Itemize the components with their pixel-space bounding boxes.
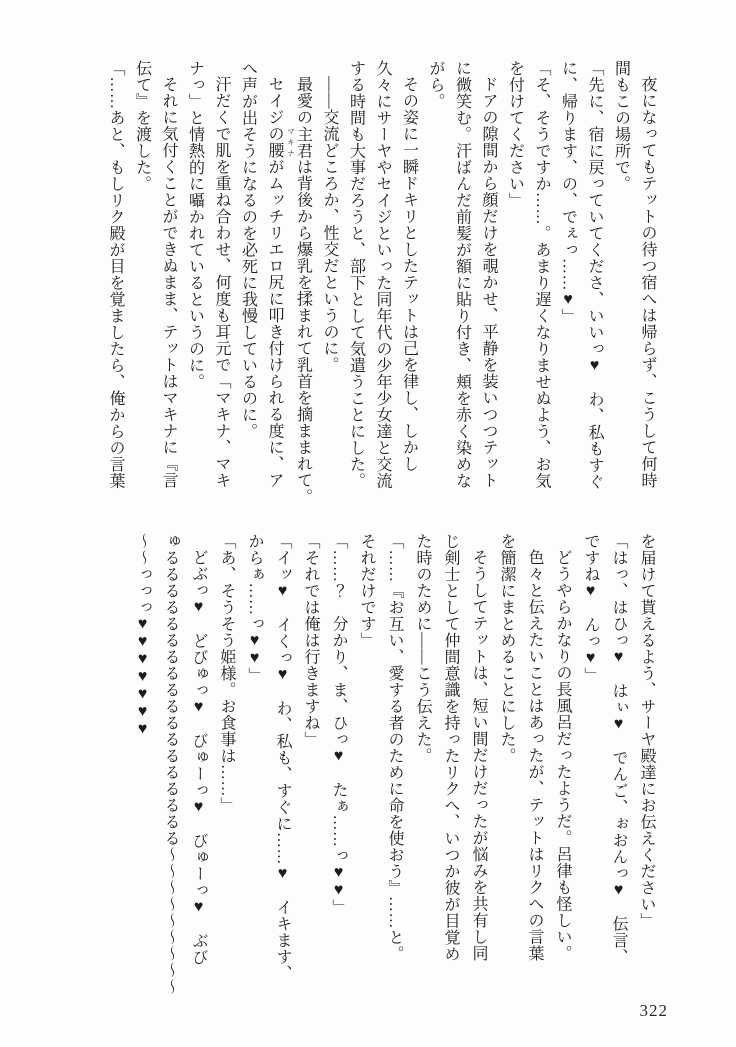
text-line: どぶっ♥ どびゅっ♥ びゅーっ♥ びゅーっ♥ ぶび: [190, 549, 207, 966]
text-line: 「先に、宿に戻っていてくださ、いいっ♥ わ、私もすぐ: [586, 60, 603, 490]
text-line: 間もこの場所で。: [612, 60, 630, 192]
text-line: 最愛の主君マキナは背後から爆乳を揉まれて乳首を摘ままれて。: [286, 76, 312, 505]
text-line: それだけです」: [358, 533, 375, 649]
text-line: がら。: [427, 60, 444, 110]
text-line: ナっ」と情熱的に囁かれているというのに。: [186, 60, 204, 390]
text-line: 「イッ♥ イくっ♥ わ、私も、すぐに……♥ イキます、: [274, 533, 291, 982]
text-line: ゅるるるるるるるるるるるるるるるるるる〜〜〜〜〜〜〜〜〜: [162, 533, 179, 995]
text-line: に、帰ります、の、でぇっ……♥」: [559, 60, 577, 325]
text-line: それに気付くことができぬまま、テットはマキナに『言: [160, 76, 177, 489]
text-line: する時間も大事だろうと、部下として気遣うことにした。: [347, 60, 365, 489]
text-line: 「それでは俺は行きますね」: [302, 533, 319, 748]
ruby-annotation: 主君マキナ: [286, 125, 312, 159]
text-line: ですね♥ んっ♥」: [582, 533, 599, 684]
text-line: ――交流どころか、性交だというのに。: [321, 76, 338, 373]
text-line: 「はっ、はひっ♥ はぃ♥ でんご、ぉおんっ♥ 伝言、: [610, 533, 627, 965]
text-line: どうやらかなりの長風呂だったようだ。呂律も怪しい。: [554, 549, 571, 962]
text-line: に微笑む。汗ばんだ前髪が額に貼り付き、頬を赤く染めな: [453, 60, 471, 489]
text-line: じ剣士として仲間意識を持ったリクへ、いつか彼が目覚め: [442, 533, 459, 962]
text-line: 〜〜っっっ♥♥♥♥♥♥♥: [134, 533, 151, 738]
text-line: そうしてテットは、短い間だけだったが悩みを共有し同: [470, 549, 487, 962]
text-line: 「あ、そうそう姫様。お食事は……」: [218, 533, 235, 814]
text-line: 「そ、そうですか……。あまり遅くなりませぬよう、お気: [533, 60, 550, 489]
text-line: を付けてください」: [506, 60, 524, 209]
text-line: セイジの腰がムッチリエロ尻に叩き付けられる度に、ア: [266, 76, 283, 489]
text-line: 久々にサーヤやセイジといった同年代の少年少女達と交流: [374, 60, 391, 489]
text-line: 夜になってもテットの待つ宿へは帰らず、こうして何時: [639, 76, 656, 489]
text-line: 伝て』を渡した。: [133, 60, 151, 192]
text-block-bottom: [128, 533, 660, 1001]
page-number: 322: [639, 1001, 668, 1020]
text-line: からぁ……っ♥♥」: [246, 533, 263, 684]
text-block-top: [102, 60, 661, 512]
text-line: 色々と伝えたいことはあったが、テットはリクへの言葉: [526, 549, 543, 962]
text-line: 「……？ 分かり、ま、ひっ♥ たぁ……っ♥♥」: [330, 533, 347, 916]
text-line: ドアの隙間から顔だけを覗かせ、平静を装いつつテット: [480, 76, 497, 489]
text-line: へ声が出そうになるのを必死に我慢しているのに。: [239, 60, 257, 440]
text-line: を簡潔にまとめることにした。: [498, 533, 515, 764]
text-line: 汗だくで肌を重ね合わせ、何度も耳元で「マキナ、マキ: [213, 76, 230, 489]
text-line: 「……『お互い、愛する者のために命を使おう』……と。: [386, 533, 403, 962]
text-line: 「……あと、もしリク殿が目を覚ましたら、俺からの言葉: [107, 60, 124, 489]
text-line: を届けて貰えるよう、サーヤ殿達にお伝えください」: [638, 533, 655, 929]
text-line: た時のために――こう伝えた。: [414, 533, 431, 764]
text-line: その姿に一瞬ドキリとしたテットは己を律し、しかし: [400, 76, 418, 472]
